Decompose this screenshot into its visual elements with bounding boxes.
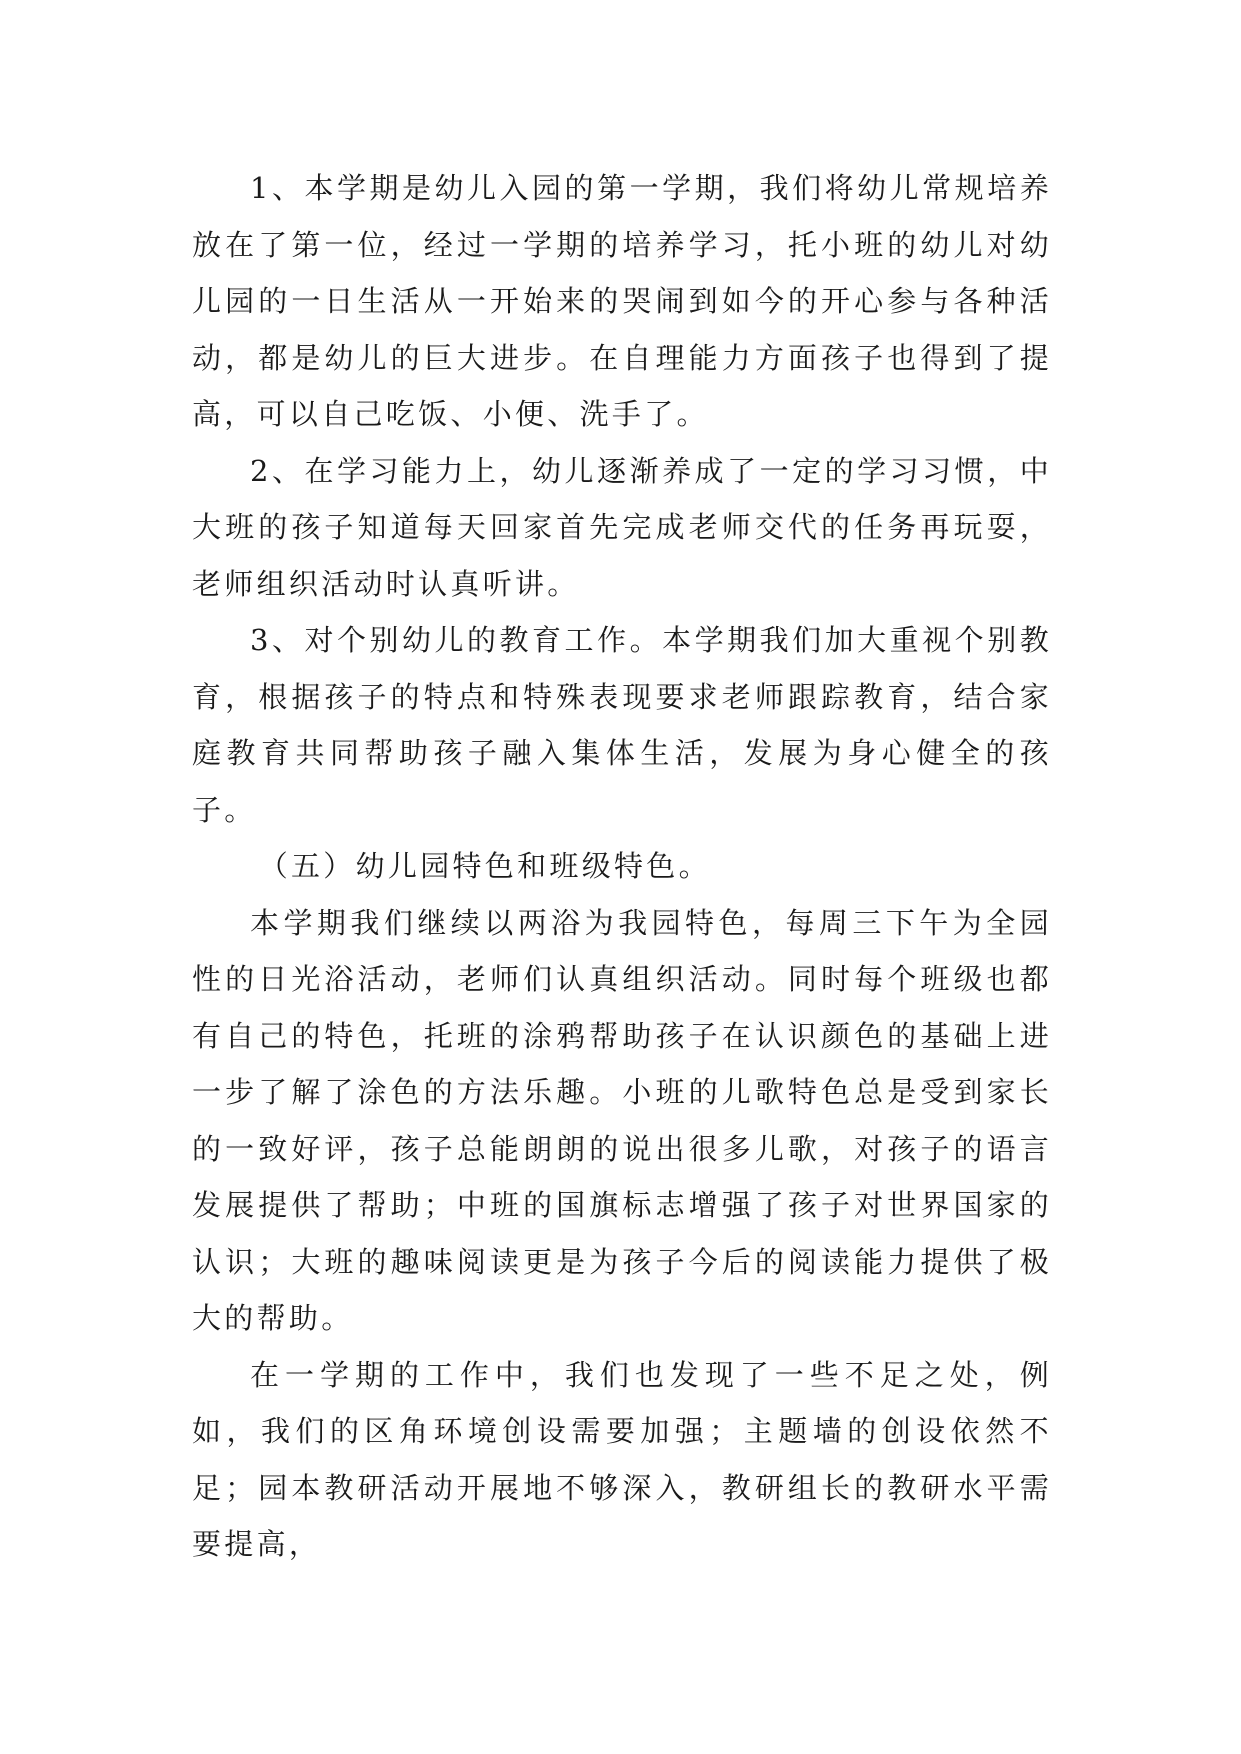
document-body bbox=[192, 160, 1052, 1573]
paragraph-routine-training: 1、本学期是幼儿入园的第一学期，我们将幼儿常规培养放在了第一位，经过一学期的培养学习，托小班的幼儿对幼儿园的一日生活从一开始来的哭闹到如今的开心参与各种活动，都是幼儿的巨大进步。在自理能力方面孩子也得到了提高，可以自己吃饭、小便、洗手了。 bbox=[192, 171, 1052, 431]
paragraph-shortcomings: 在一学期的工作中，我们也发现了一些不足之处，例如，我们的区角环境创设需要加强；主题墙的创设依然不足；园本教研活动开展地不够深入，教研组长的教研水平需要提高， bbox=[192, 1357, 1052, 1561]
paragraph-learning-ability: 2、在学习能力上，幼儿逐渐养成了一定的学习习惯，中大班的孩子知道每天回家首先完成老师交代的任务再玩耍，老师组织活动时认真听讲。 bbox=[192, 453, 1052, 601]
section-heading-features: （五）幼儿园特色和班级特色。 bbox=[258, 849, 711, 883]
paragraph-kindergarten-features: 本学期我们继续以两浴为我园特色，每周三下午为全园性的日光浴活动，老师们认真组织活动。同时每个班级也都有自己的特色，托班的涂鸦帮助孩子在认识颜色的基础上进一步了解了涂色的方法乐趣。小班的儿歌特色总是受到家长的一致好评，孩子总能朗朗的说出很多儿歌，对孩子的语言发展提供了帮助；中班的国旗标志增强了孩子对世界国家的认识；大班的趣味阅读更是为孩子今后的阅读能力提供了极大的帮助。 bbox=[192, 905, 1052, 1335]
paragraph-individual-education: 3、对个别幼儿的教育工作。本学期我们加大重视个别教育，根据孩子的特点和特殊表现要求老师跟踪教育，结合家庭教育共同帮助孩子融入集体生活，发展为身心健全的孩子。 bbox=[192, 623, 1052, 827]
